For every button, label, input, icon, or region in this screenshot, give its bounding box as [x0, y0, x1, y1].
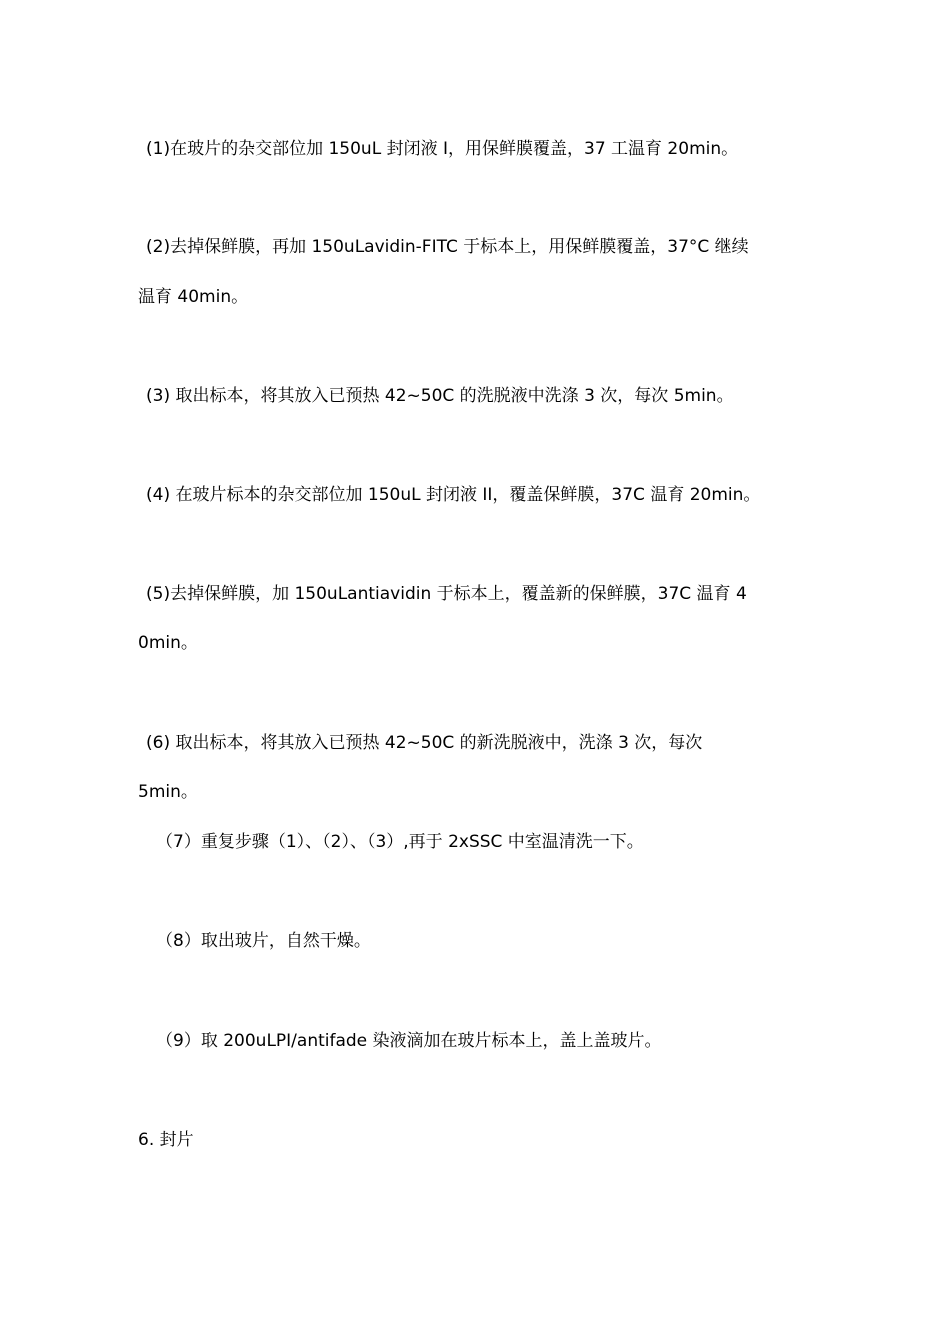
step-3-line-1: (3) 取出标本，将其放入已预热 42~50C 的洗脱液中洗涤 3 次，每次 5min。 — [146, 386, 734, 406]
step-4-line-1: (4) 在玻片标本的杂交部位加 150uL 封闭液 II，覆盖保鲜膜，37C 温育 20min。 — [146, 485, 761, 505]
step-5-line-1: (5)去掉保鲜膜，加 150uLantiavidin 于标本上，覆盖新的保鲜膜，37C 温育 4 — [146, 584, 747, 604]
step-1-line-1: (1)在玻片的杂交部位加 150uL 封闭液 I，用保鲜膜覆盖，37 工温育 20min。 — [146, 139, 739, 159]
section-heading: 6. 封片 — [138, 1130, 194, 1150]
step-5-line-2: 0min。 — [138, 633, 198, 653]
step-2-line-2: 温育 40min。 — [138, 287, 249, 307]
step-7-line-1: （7）重复步骤（1）、（2）、（3）,再于 2xSSC 中室温清洗一下。 — [156, 832, 644, 852]
step-8-line-1: （8）取出玻片，自然干燥。 — [156, 931, 371, 951]
step-6-line-2: 5min。 — [138, 782, 198, 802]
step-6-line-1: (6) 取出标本，将其放入已预热 42~50C 的新洗脱液中，洗涤 3 次，每次 — [146, 733, 703, 753]
step-2-line-1: (2)去掉保鲜膜，再加 150uLavidin-FITC 于标本上，用保鲜膜覆盖，37°C 继续 — [146, 237, 749, 257]
step-9-line-1: （9）取 200uLPI/antifade 染液滴加在玻片标本上，盖上盖玻片。 — [156, 1031, 662, 1051]
